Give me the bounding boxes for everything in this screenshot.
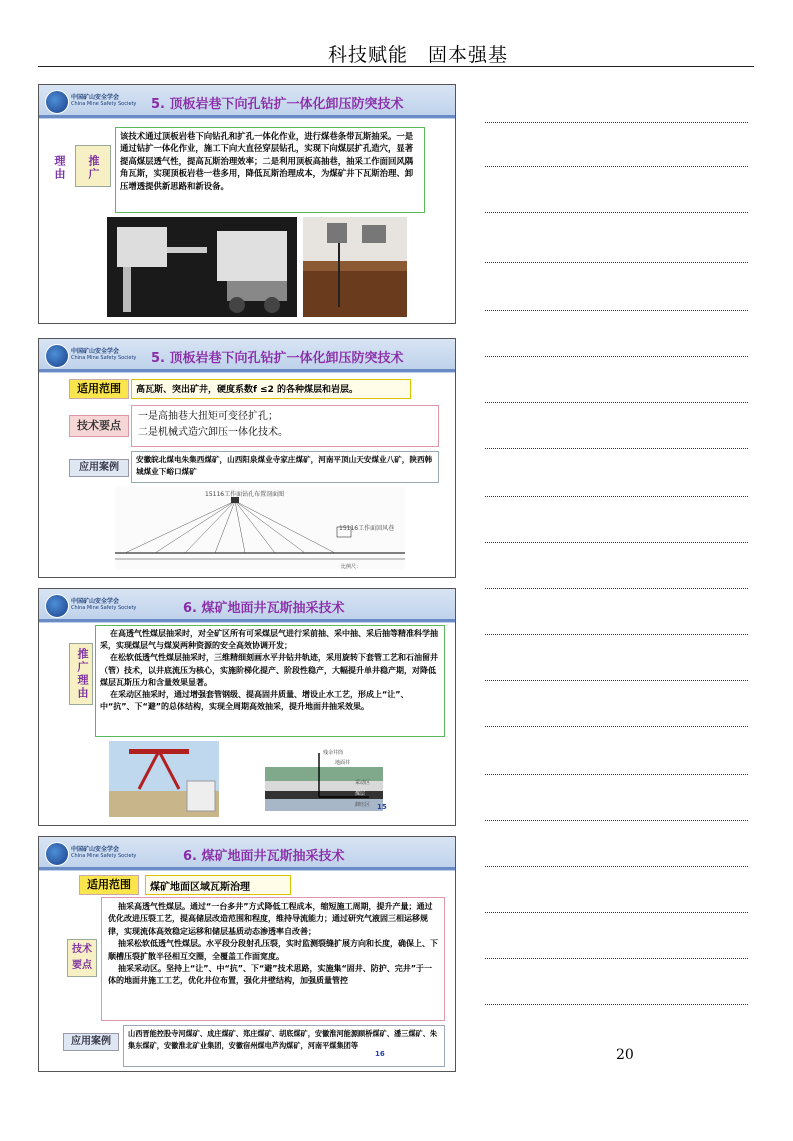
note-line[interactable] xyxy=(485,588,748,589)
page-number: 20 xyxy=(616,1047,634,1063)
note-line[interactable] xyxy=(485,122,748,123)
diagram-label-3: 采动区 xyxy=(355,780,371,786)
slide-title: 6. 煤矿地面井瓦斯抽采技术 xyxy=(183,849,345,864)
reason-text xyxy=(95,625,445,737)
note-line[interactable] xyxy=(485,166,748,167)
tech-points xyxy=(131,405,439,447)
reason-label: 推广理由 xyxy=(69,643,93,705)
globe-icon xyxy=(45,90,69,114)
society-logo: 中国矿山安全学会 China Mine Safety Society xyxy=(45,89,155,115)
tech-label: 技术要点 xyxy=(67,939,97,977)
scope-label: 适用范围 xyxy=(69,379,129,399)
tech-paragraph-3: 抽采采动区。坚持上“让”、中“抗”、下“避”技术思路，实施集“固井、防护、完井”于一体的地面井施工工艺，优化井位布置，强化井壁结构，加强质量管控 xyxy=(108,964,433,986)
society-logo: 中国矿山安全学会 China Mine Safety Society xyxy=(45,593,155,619)
page-header xyxy=(0,30,793,70)
tech-paragraph-2: 抽采松软低透气性煤层。水平段分段射孔压裂，实时监测裂缝扩展方向和长度，确保上、下顺槽压裂扩散半径相互交圈，全覆盖工作面宽度。 xyxy=(108,939,438,961)
note-line[interactable] xyxy=(485,912,748,913)
case-text: 山西晋能控股寺河煤矿、成庄煤矿、郑庄煤矿、胡底煤矿，安徽淮河能源顾桥煤矿、潘三煤矿、朱集东煤矿，安徽淮北矿业集团，安徽宿州煤电芦沟煤矿，河南平煤集团等 xyxy=(123,1025,445,1067)
reason-paragraph-3: 在采动区抽采时，通过增强套管钢级、提高固井质量、增设止水工艺，形成上“让”、中“抗”、下“避”的总体结构，实现全周期高效抽采，提升地面井抽采效果。 xyxy=(100,690,409,712)
tech-points xyxy=(101,897,445,1021)
reason-text: 该技术通过顶板岩巷下向钻孔和扩孔一体化作业，进行煤巷条带瓦斯抽采。一是通过钻扩一体化作业，施工下向大直径穿层钻孔，实现下向煤层扩孔造穴，显著提高煤层透气性，提高瓦斯治理效率；二是利用顶板高抽巷，抽采工作面回风隅角瓦斯，实现顶板岩巷一巷多用，降低瓦斯治理成本，为煤矿井下瓦斯治理、卸压增透提供新思路和新设备。 xyxy=(115,127,425,213)
note-line[interactable] xyxy=(485,402,748,403)
globe-icon xyxy=(45,344,69,368)
slide-number: 15 xyxy=(377,803,387,811)
note-line[interactable] xyxy=(485,262,748,263)
scope-text: 高瓦斯、突出矿井，硬度系数f ≤2 的各种煤层和岩层。 xyxy=(131,379,411,399)
diagram-label-2: 地面井 xyxy=(335,760,351,766)
society-logo: 中国矿山安全学会 China Mine Safety Society xyxy=(45,343,155,369)
slide-number: 16 xyxy=(375,1050,385,1058)
slide-title: 5. 顶板岩巷下向孔钻扩一体化卸压防突技术 xyxy=(151,351,404,366)
note-line[interactable] xyxy=(485,448,748,449)
tech-paragraph-1: 抽采高透气性煤层。通过“一台多井”方式降低工程成本，缩短施工周期，提升产量；通过优化改进压裂工艺，提高储层改造范围和程度，维持导流能力；通过研究气液固三相运移规律，实现流体高效稳定运移和储层基质动态渗透率自改善； xyxy=(108,902,433,936)
tech-label: 技术要点 xyxy=(69,415,129,437)
slide-1 xyxy=(38,84,456,324)
slide-4 xyxy=(38,836,456,1072)
note-line[interactable] xyxy=(485,820,748,821)
note-line[interactable] xyxy=(485,542,748,543)
diagram-scale: 比例尺： xyxy=(341,564,362,570)
note-line[interactable] xyxy=(485,866,748,867)
note-line[interactable] xyxy=(485,310,748,311)
scope-label: 适用范围 xyxy=(79,875,139,895)
diagram-label-4: 煤层 xyxy=(355,791,366,797)
header-title: 科技赋能 固本强基 xyxy=(328,44,509,66)
note-line[interactable] xyxy=(485,634,748,635)
note-line[interactable] xyxy=(485,212,748,213)
note-line[interactable] xyxy=(485,774,748,775)
reason-paragraph-2: 在松软低透气性煤层抽采时，三维精细刻画水平井钻井轨迹，采用旋转下套管工艺和石油留井（管）技术，以井底流压为核心，实施阶梯化提产、阶段性稳产，大幅提升单井稳产期，对降低煤层瓦斯压力和含量效果显著。 xyxy=(100,653,438,687)
slide-title: 6. 煤矿地面井瓦斯抽采技术 xyxy=(183,601,345,616)
diagram-caption-top: 15116工作面钻孔布置剖面图 xyxy=(205,491,285,498)
note-line[interactable] xyxy=(485,958,748,959)
reason-paragraph-1: 在高透气性煤层抽采时，对全矿区所有可采煤层气进行采前抽、采中抽、采后抽等精准科学抽采，实现煤层气与煤炭两种资源的安全高效协调开发； xyxy=(100,629,438,651)
note-line[interactable] xyxy=(485,680,748,681)
scope-text: 煤矿地面区域瓦斯治理 xyxy=(145,875,291,895)
case-label: 应用案例 xyxy=(69,459,129,477)
case-text: 安徽皖北煤电朱集西煤矿，山西阳泉煤业寺家庄煤矿，河南平顶山天安煤业八矿，陕西韩城煤业下峪口煤矿 xyxy=(131,451,439,483)
diagram-label-1: 残余井筒 xyxy=(323,750,344,756)
slide-2 xyxy=(38,338,456,578)
note-line[interactable] xyxy=(485,496,748,497)
header-rule xyxy=(38,66,754,67)
diagram-label-5: 卸压区 xyxy=(355,802,371,808)
diagram-caption-right: 15116工作面回风巷 xyxy=(339,525,395,532)
reason-label: 推广理由 xyxy=(75,145,111,187)
drill-rig-photos xyxy=(107,217,407,317)
society-logo: 中国矿山安全学会 China Mine Safety Society xyxy=(45,841,155,867)
case-label: 应用案例 xyxy=(63,1033,119,1051)
slide-3 xyxy=(38,588,456,826)
tech-point-1: 一是高抽巷大扭矩可变径扩孔； xyxy=(138,411,278,422)
globe-icon xyxy=(45,594,69,618)
pumpjack-photo xyxy=(109,741,219,817)
tech-point-2: 二是机械式造穴卸压一体化技术。 xyxy=(138,427,288,438)
note-line[interactable] xyxy=(485,1004,748,1005)
note-line[interactable] xyxy=(485,356,748,357)
note-line[interactable] xyxy=(485,726,748,727)
slide-title: 5. 顶板岩巷下向孔钻扩一体化卸压防突技术 xyxy=(151,97,404,112)
globe-icon xyxy=(45,842,69,866)
